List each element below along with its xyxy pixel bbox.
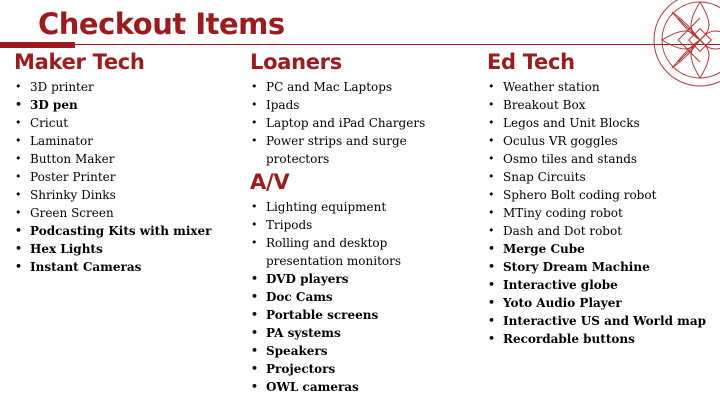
list-item: • Osmo tiles and stands — [487, 150, 720, 168]
section-heading: A/V — [250, 170, 290, 194]
column-loaners-av — [250, 49, 475, 396]
list-item: • Instant Cameras — [14, 258, 239, 276]
list-item: • Poster Printer — [14, 168, 239, 186]
item-list — [14, 78, 239, 276]
list-item: • Interactive globe — [487, 276, 720, 294]
list-item: • Tripods — [250, 216, 475, 234]
item-list — [250, 78, 475, 168]
column-maker-tech — [14, 49, 239, 276]
column-ed-tech — [487, 49, 720, 348]
list-item: • Rolling and desktop presentation monitors — [250, 234, 426, 270]
list-item: • Merge Cube — [487, 240, 720, 258]
list-item: • Ipads — [250, 96, 475, 114]
list-item: • Portable screens — [250, 306, 475, 324]
slide-title: Checkout Items — [38, 7, 285, 41]
list-item: • Laptop and iPad Chargers — [250, 114, 475, 132]
section-heading: Maker Tech — [14, 50, 145, 74]
title-rule-accent — [0, 42, 75, 48]
list-item: • DVD players — [250, 270, 475, 288]
list-item: • Snap Circuits — [487, 168, 720, 186]
list-item: • PC and Mac Laptops — [250, 78, 475, 96]
item-list — [250, 198, 475, 396]
list-item: • Dash and Dot robot — [487, 222, 720, 240]
list-item: • Laminator — [14, 132, 239, 150]
list-item: • OWL cameras — [250, 378, 475, 396]
title-rule-line — [75, 44, 720, 45]
list-item: • Oculus VR goggles — [487, 132, 720, 150]
list-item: • Projectors — [250, 360, 475, 378]
list-item: • Legos and Unit Blocks — [487, 114, 720, 132]
list-item: • Cricut — [14, 114, 239, 132]
list-item: • Recordable buttons — [487, 330, 720, 348]
list-item: • Power strips and surge protectors — [250, 132, 416, 168]
list-item: • Hex Lights — [14, 240, 239, 258]
item-list — [487, 78, 720, 348]
list-item: • Shrinky Dinks — [14, 186, 239, 204]
list-item: • Sphero Bolt coding robot — [487, 186, 720, 204]
list-item: • Interactive US and World map — [487, 312, 720, 330]
list-item: • Doc Cams — [250, 288, 475, 306]
list-item: • Lighting equipment — [250, 198, 475, 216]
list-item: • Yoto Audio Player — [487, 294, 720, 312]
list-item: • PA systems — [250, 324, 475, 342]
list-item: • Breakout Box — [487, 96, 720, 114]
list-item: • 3D printer — [14, 78, 239, 96]
section-heading: Loaners — [250, 50, 342, 74]
list-item: • Weather station — [487, 78, 720, 96]
list-item: • MTiny coding robot — [487, 204, 720, 222]
list-item: • 3D pen — [14, 96, 239, 114]
list-item: • Speakers — [250, 342, 475, 360]
list-item: • Button Maker — [14, 150, 239, 168]
list-item: • Green Screen — [14, 204, 239, 222]
section-heading: Ed Tech — [487, 50, 575, 74]
list-item: • Story Dream Machine — [487, 258, 720, 276]
list-item: • Podcasting Kits with mixer — [14, 222, 239, 240]
